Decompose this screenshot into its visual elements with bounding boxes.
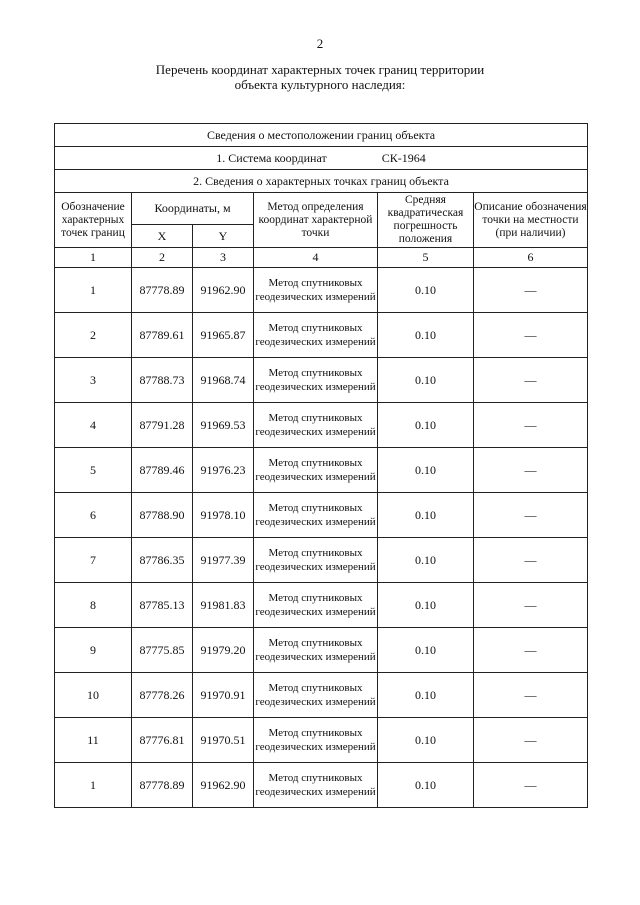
x-coordinate-cell: 87791.28: [132, 403, 193, 448]
points-heading: 2. Сведения о характерных точках границ объекта: [55, 170, 588, 193]
description-cell: —: [474, 583, 588, 628]
x-coordinate-cell: 87788.90: [132, 493, 193, 538]
point-designation-cell: 3: [55, 358, 132, 403]
x-coordinate-cell: 87786.35: [132, 538, 193, 583]
table-row: [55, 358, 588, 403]
accuracy-cell: 0.10: [378, 313, 474, 358]
accuracy-cell: 0.10: [378, 583, 474, 628]
description-cell: —: [474, 673, 588, 718]
header-coordinates: Координаты, м: [132, 193, 254, 225]
accuracy-cell: 0.10: [378, 448, 474, 493]
point-designation-cell: 4: [55, 403, 132, 448]
coordinate-system-value: СК-1964: [381, 150, 426, 165]
title-line-1: Перечень координат характерных точек границ территории: [155, 62, 485, 77]
description-cell: —: [474, 313, 588, 358]
table-row: [55, 583, 588, 628]
column-number: 6: [474, 248, 588, 268]
x-coordinate-cell: 87778.89: [132, 763, 193, 808]
y-coordinate-cell: 91978.10: [193, 493, 254, 538]
point-designation-cell: 10: [55, 673, 132, 718]
method-cell: Метод спутниковых геодезических измерений: [254, 493, 378, 538]
header-designation: Обозначение характерных точек границ: [55, 193, 132, 248]
header-y: Y: [193, 225, 254, 248]
column-numbers-row: [55, 248, 588, 268]
method-cell: Метод спутниковых геодезических измерений: [254, 673, 378, 718]
method-cell: Метод спутниковых геодезических измерений: [254, 448, 378, 493]
header-accuracy: Средняя квадратическая погрешность положения: [378, 193, 474, 248]
column-number: 1: [55, 248, 132, 268]
description-cell: —: [474, 448, 588, 493]
coordinate-system-row: [55, 147, 588, 170]
table-row: [55, 313, 588, 358]
table-row: [55, 448, 588, 493]
method-cell: Метод спутниковых геодезических измерений: [254, 403, 378, 448]
point-designation-cell: 8: [55, 583, 132, 628]
column-number: 2: [132, 248, 193, 268]
y-coordinate-cell: 91976.23: [193, 448, 254, 493]
point-designation-cell: 5: [55, 448, 132, 493]
table-row: [55, 268, 588, 313]
column-number: 3: [193, 248, 254, 268]
description-cell: —: [474, 358, 588, 403]
x-coordinate-cell: 87775.85: [132, 628, 193, 673]
x-coordinate-cell: 87789.46: [132, 448, 193, 493]
y-coordinate-cell: 91970.51: [193, 718, 254, 763]
title-line-2: объекта культурного наследия:: [234, 77, 406, 92]
header-x: X: [132, 225, 193, 248]
table-row: [55, 718, 588, 763]
table-row: [55, 628, 588, 673]
y-coordinate-cell: 91962.90: [193, 763, 254, 808]
method-cell: Метод спутниковых геодезических измерений: [254, 718, 378, 763]
header-method: Метод определения координат характерной точки: [254, 193, 378, 248]
y-coordinate-cell: 91970.91: [193, 673, 254, 718]
description-cell: —: [474, 763, 588, 808]
method-cell: Метод спутниковых геодезических измерений: [254, 538, 378, 583]
accuracy-cell: 0.10: [378, 538, 474, 583]
y-coordinate-cell: 91981.83: [193, 583, 254, 628]
table-row: [55, 673, 588, 718]
column-number: 5: [378, 248, 474, 268]
table-row: [55, 493, 588, 538]
x-coordinate-cell: 87789.61: [132, 313, 193, 358]
x-coordinate-cell: 87778.26: [132, 673, 193, 718]
point-designation-cell: 2: [55, 313, 132, 358]
document-title: [0, 62, 640, 92]
point-designation-cell: 1: [55, 268, 132, 313]
x-coordinate-cell: 87776.81: [132, 718, 193, 763]
coordinate-system-label: 1. Система координат: [216, 150, 327, 165]
accuracy-cell: 0.10: [378, 358, 474, 403]
y-coordinate-cell: 91979.20: [193, 628, 254, 673]
header-description: Описание обозначения точки на местности (при наличии): [474, 193, 588, 248]
y-coordinate-cell: 91977.39: [193, 538, 254, 583]
point-designation-cell: 1: [55, 763, 132, 808]
section-title: Сведения о местоположении границ объекта: [55, 124, 588, 147]
description-cell: —: [474, 493, 588, 538]
description-cell: —: [474, 718, 588, 763]
accuracy-cell: 0.10: [378, 673, 474, 718]
x-coordinate-cell: 87788.73: [132, 358, 193, 403]
method-cell: Метод спутниковых геодезических измерений: [254, 583, 378, 628]
table-row: [55, 403, 588, 448]
point-designation-cell: 7: [55, 538, 132, 583]
x-coordinate-cell: 87785.13: [132, 583, 193, 628]
accuracy-cell: 0.10: [378, 718, 474, 763]
point-designation-cell: 9: [55, 628, 132, 673]
method-cell: Метод спутниковых геодезических измерений: [254, 313, 378, 358]
y-coordinate-cell: 91962.90: [193, 268, 254, 313]
description-cell: —: [474, 628, 588, 673]
point-designation-cell: 6: [55, 493, 132, 538]
accuracy-cell: 0.10: [378, 268, 474, 313]
table-row: [55, 763, 588, 808]
coordinates-table: [54, 123, 588, 808]
point-designation-cell: 11: [55, 718, 132, 763]
y-coordinate-cell: 91965.87: [193, 313, 254, 358]
accuracy-cell: 0.10: [378, 763, 474, 808]
accuracy-cell: 0.10: [378, 628, 474, 673]
x-coordinate-cell: 87778.89: [132, 268, 193, 313]
accuracy-cell: 0.10: [378, 403, 474, 448]
description-cell: —: [474, 538, 588, 583]
accuracy-cell: 0.10: [378, 493, 474, 538]
table-row: [55, 538, 588, 583]
page-number: 2: [316, 36, 324, 51]
y-coordinate-cell: 91968.74: [193, 358, 254, 403]
description-cell: —: [474, 268, 588, 313]
column-number: 4: [254, 248, 378, 268]
method-cell: Метод спутниковых геодезических измерений: [254, 628, 378, 673]
y-coordinate-cell: 91969.53: [193, 403, 254, 448]
description-cell: —: [474, 403, 588, 448]
method-cell: Метод спутниковых геодезических измерений: [254, 763, 378, 808]
method-cell: Метод спутниковых геодезических измерений: [254, 268, 378, 313]
method-cell: Метод спутниковых геодезических измерений: [254, 358, 378, 403]
